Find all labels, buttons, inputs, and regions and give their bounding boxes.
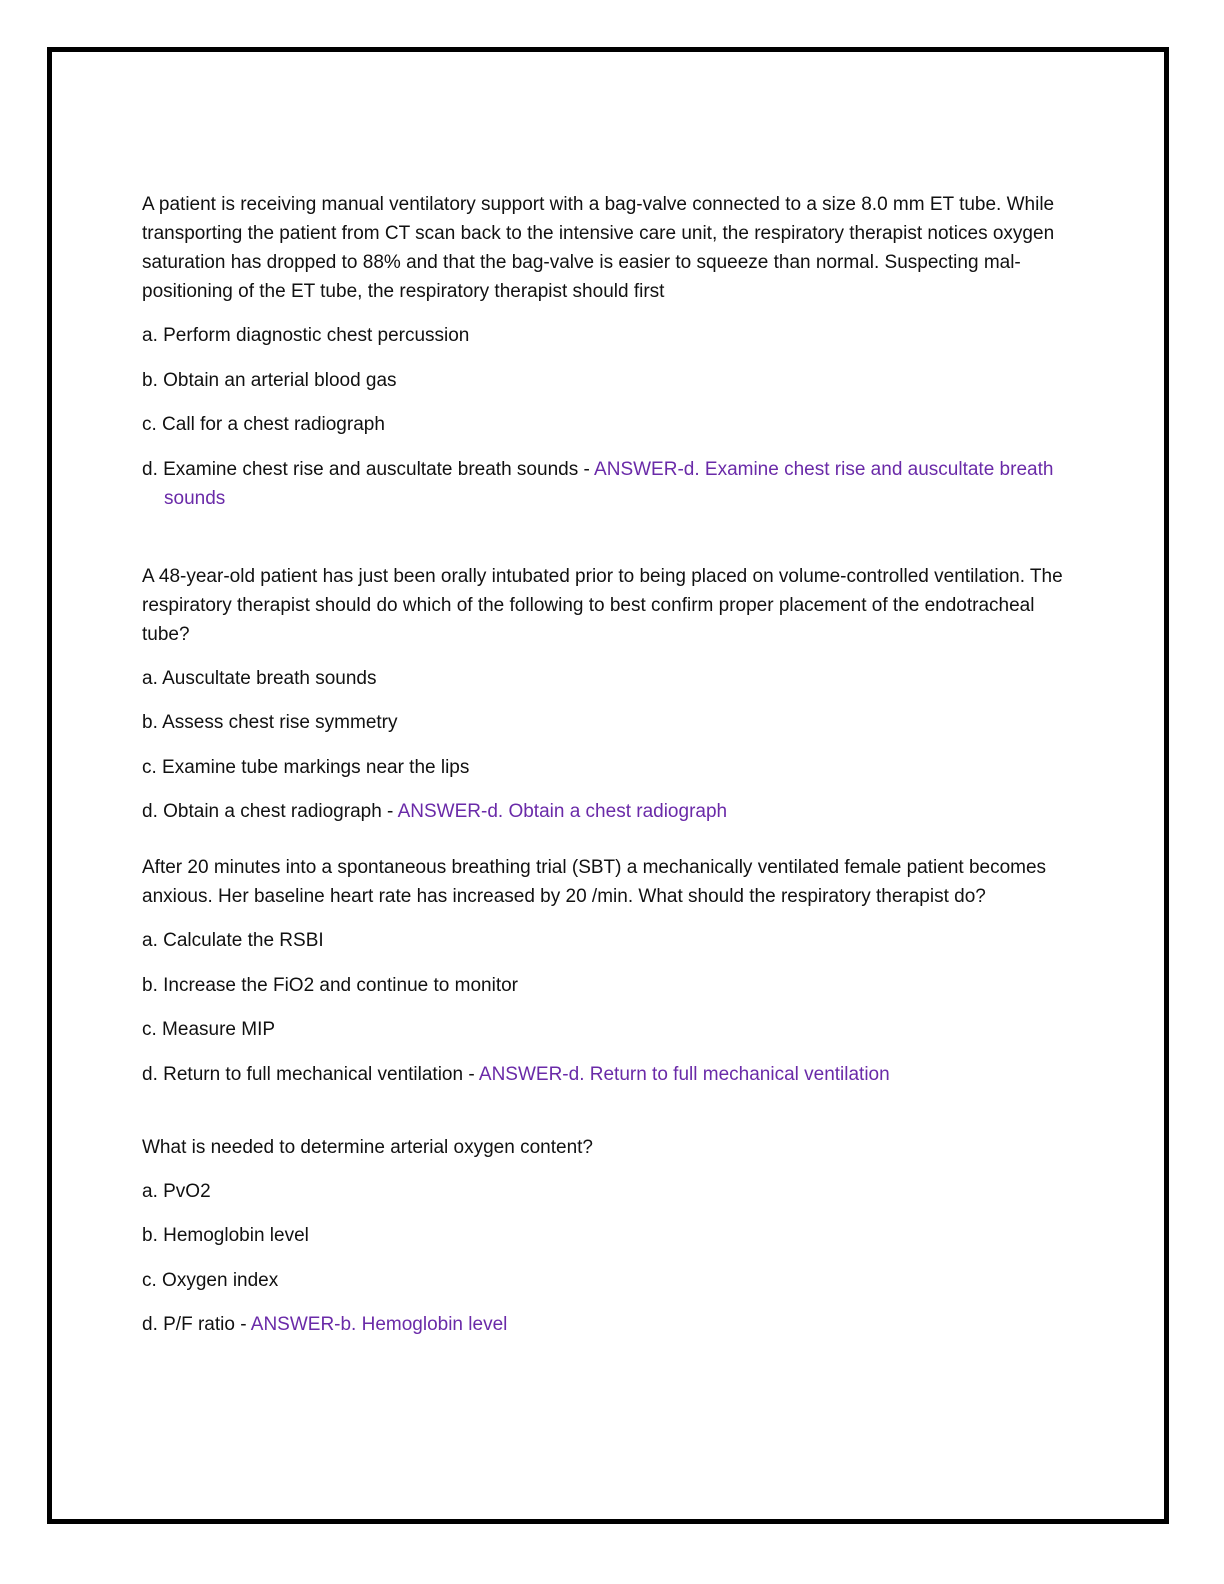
question-4-option-a: a. PvO2 [142,1180,211,1202]
question-3-option-c: c. Measure MIP [142,1019,276,1040]
question-1-option-d-text: d. Examine chest rise and auscultate breath sounds - [142,458,590,480]
question-4-option-d [142,1310,1082,1339]
question-3 [142,853,1082,1089]
question-4-stem: What is needed to determine arterial oxygen content? [142,1136,593,1158]
question-2-answer: ANSWER-d. Obtain a chest radiograph [397,801,728,822]
question-3-stem: After 20 minutes into a spontaneous breathing trial (SBT) a mechanically ventilated female patient becomes anxious. Her baseline heart rate has increased by 20 /min. What should the respiratory therapist do? [142,857,1047,907]
question-1-stem: A patient is receiving manual ventilatory support with a bag-valve connected to a size 8.0 mm ET tube. While transporting the patient from CT scan back to the intensive care unit, the respiratory therapist notices oxygen saturation has dropped to 88% and that the bag-valve is easier to squeeze than normal. Suspecting mal-positioning of the ET tube, the respiratory therapist should first [142,194,1055,302]
question-4-option-d-text: d. P/F ratio - [142,1314,247,1335]
question-2-option-b: b. Assess chest rise symmetry [142,712,398,733]
question-4-answer: ANSWER-b. Hemoglobin level [250,1314,508,1335]
question-1-answer: ANSWER-d. Examine chest rise and auscultate breath sounds [164,458,1054,509]
question-1-option-a: a. Perform diagnostic chest percussion [142,325,470,346]
question-1-option-b: b. Obtain an arterial blood gas [142,369,397,391]
question-3-option-d-text: d. Return to full mechanical ventilation - [142,1063,475,1085]
question-3-answer: ANSWER-d. Return to full mechanical ventilation [478,1063,890,1085]
question-1 [142,190,1082,513]
question-4-option-b: b. Hemoglobin level [142,1225,309,1246]
question-4-option-c: c. Oxygen index [142,1269,279,1291]
question-3-option-a: a. Calculate the RSBI [142,930,324,951]
question-2-option-c: c. Examine tube markings near the lips [142,756,470,778]
question-4 [142,1133,1082,1340]
question-3-option-b: b. Increase the FiO2 and continue to monitor [142,974,518,996]
question-2-stem: A 48-year-old patient has just been orally intubated prior to being placed on volume-controlled ventilation. The respiratory therapist should do which of the following to best confirm proper placement of the endotracheal tube? [142,565,1063,645]
question-2-option-d-text: d. Obtain a chest radiograph - [142,801,394,822]
question-3-option-d [142,1060,1082,1089]
question-2-option-d [142,797,1082,826]
question-2-option-a: a. Auscultate breath sounds [142,667,377,689]
document-body [142,190,1082,1355]
question-2 [142,562,1082,827]
question-1-option-c: c. Call for a chest radiograph [142,414,385,435]
question-1-option-d [142,455,1082,513]
